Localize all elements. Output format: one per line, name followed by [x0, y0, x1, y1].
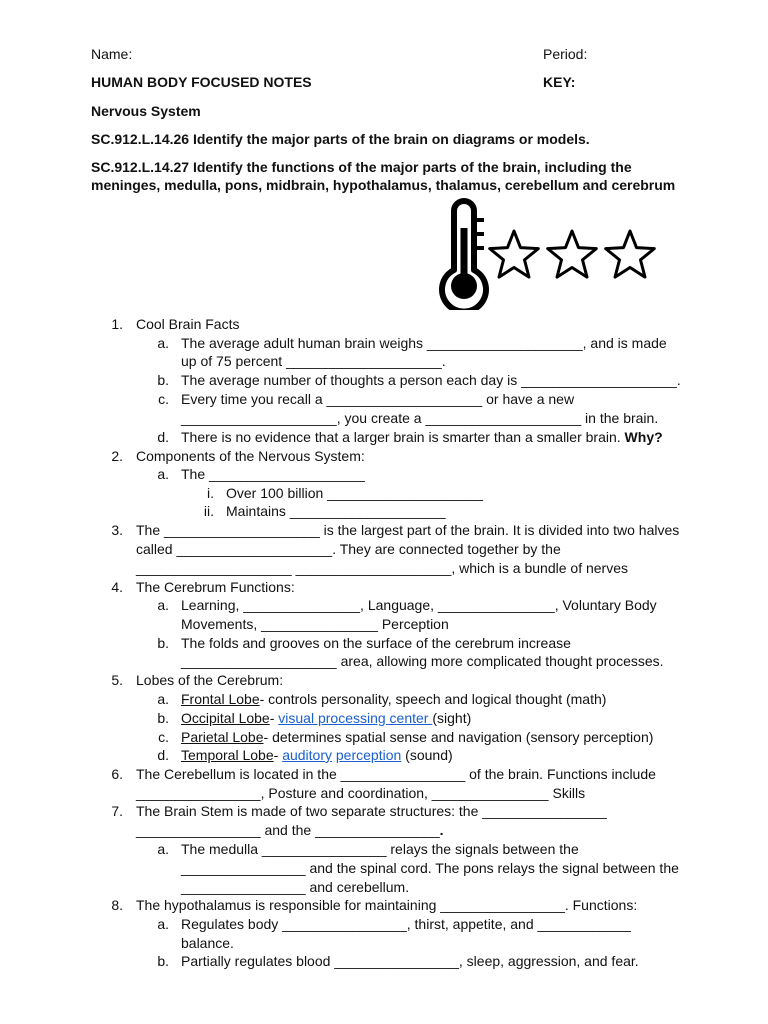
item-7a-line-1: The medulla ________________ relays the signals between the — [181, 841, 579, 857]
occipital-lobe-dash: - — [269, 710, 279, 726]
star-icon — [490, 231, 539, 277]
item-7a-letter: a. — [157, 841, 169, 857]
item-4b-line-1: The folds and grooves on the surface of the cerebrum increase — [181, 635, 571, 651]
item-1d-text — [181, 428, 663, 446]
occipital-lobe-description: (sight) — [432, 710, 472, 726]
parietal-lobe-term: Parietal Lobe — [181, 729, 264, 745]
item-2a-letter: a. — [157, 466, 169, 482]
item-5d-letter: d. — [157, 747, 169, 763]
frontal-lobe-term: Frontal Lobe — [181, 691, 260, 707]
item-5-title: Lobes of the Cerebrum: — [136, 672, 284, 688]
item-4-title: The Cerebrum Functions: — [136, 579, 295, 595]
star-icon — [548, 231, 597, 277]
item-5c-letter: c. — [158, 729, 169, 745]
item-2ai-text: Over 100 billion ____________________ — [226, 485, 483, 501]
item-7a-line-2: ________________ and the spinal cord. The pons relays the signal between the — [181, 860, 679, 876]
frontal-lobe-description: - controls personality, speech and logical thought (math) — [259, 691, 607, 707]
item-5a-text — [181, 690, 606, 708]
item-6-line-1: The Cerebellum is located in the ________________ of the brain. Functions include — [136, 766, 656, 782]
item-8a-line-2: balance. — [181, 935, 234, 951]
item-1d-why: Why? — [624, 429, 663, 445]
item-7a-line-3: ________________ and cerebellum. — [181, 879, 410, 895]
key-label: KEY: — [543, 74, 576, 90]
item-4a-line-2: Movements, _______________ Perception — [181, 616, 449, 632]
item-7-line-1: The Brain Stem is made of two separate structures: the ________________ — [136, 803, 607, 819]
item-4-number: 4. — [111, 579, 123, 595]
item-1d-letter: d. — [157, 429, 169, 445]
item-6-number: 6. — [111, 766, 123, 782]
item-6-line-2: ________________, Posture and coordination, _______________ Skills — [136, 785, 586, 801]
item-1c-line-1: Every time you recall a ____________________ or have a new — [181, 391, 575, 407]
section-subtitle: Nervous System — [91, 103, 201, 119]
item-7-period: . — [439, 822, 444, 838]
rating-graphic — [432, 198, 662, 310]
item-3-line-2: called ____________________. They are connected together by the — [136, 541, 561, 557]
item-4b-line-2: ____________________ area, allowing more complicated thought processes. — [181, 653, 664, 669]
temporal-lobe-term: Temporal Lobe — [181, 747, 274, 763]
item-8b-text: Partially regulates blood ________________, sleep, aggression, and fear. — [181, 953, 639, 969]
item-1a-letter: a. — [157, 335, 169, 351]
visual-processing-link[interactable]: visual processing center — [278, 710, 433, 726]
item-4a-line-1: Learning, _______________, Language, _______________, Voluntary Body — [181, 597, 657, 613]
item-4b-letter: b. — [157, 635, 169, 651]
item-5-number: 5. — [111, 672, 123, 688]
item-1-title: Cool Brain Facts — [136, 316, 240, 332]
item-8-line-1: The hypothalamus is responsible for maintaining ________________. Functions: — [136, 897, 638, 913]
item-5a-letter: a. — [157, 691, 169, 707]
item-8a-letter: a. — [157, 916, 169, 932]
item-3-line-1: The ____________________ is the largest part of the brain. It is divided into two halves — [136, 522, 680, 538]
item-7-line-2-text: ________________ and the ________________ — [136, 822, 440, 838]
item-5b-letter: b. — [157, 710, 169, 726]
item-1a-line-1: The average adult human brain weighs ____________________, and is made — [181, 335, 667, 351]
item-2a-text: The ____________________ — [181, 466, 365, 482]
item-5d-text — [181, 746, 453, 764]
item-8-number: 8. — [111, 897, 123, 913]
item-3-number: 3. — [111, 522, 123, 538]
perception-link[interactable]: perception — [335, 747, 402, 763]
item-8b-letter: b. — [157, 953, 169, 969]
period-label: Period: — [543, 46, 588, 62]
item-3-line-3: ____________________ ____________________, which is a bundle of nerves — [136, 560, 628, 576]
item-2ai-letter: i. — [207, 485, 214, 501]
item-8a-line-1: Regulates body ________________, thirst, appetite, and ____________ — [181, 916, 631, 932]
occipital-lobe-term: Occipital Lobe — [181, 710, 270, 726]
standard-1: SC.912.L.14.26 Identify the major parts of the brain on diagrams or models. — [91, 131, 590, 147]
item-1c-line-2: ____________________, you create a ____________________ in the brain. — [181, 410, 659, 426]
auditory-link[interactable]: auditory — [282, 747, 332, 763]
item-4a-letter: a. — [157, 597, 169, 613]
item-5b-text — [181, 709, 471, 727]
thermometer-icon — [442, 201, 486, 310]
item-2aii-text: Maintains ____________________ — [226, 503, 446, 519]
item-5c-text — [181, 728, 653, 746]
item-1-number: 1. — [111, 316, 123, 332]
star-icon — [606, 231, 655, 277]
item-1b-text: The average number of thoughts a person each day is ____________________. — [181, 372, 681, 388]
standard-2-line-2: meninges, medulla, pons, midbrain, hypothalamus, thalamus, cerebellum and cerebrum — [91, 177, 676, 193]
item-2aii-letter: ii. — [203, 503, 214, 519]
item-1b-letter: b. — [157, 372, 169, 388]
temporal-lobe-dash: - — [273, 747, 283, 763]
name-label: Name: — [91, 46, 133, 62]
item-2-number: 2. — [111, 448, 123, 464]
parietal-lobe-description: - determines spatial sense and navigation (sensory perception) — [263, 729, 654, 745]
standard-2-line-1: SC.912.L.14.27 Identify the functions of the major parts of the brain, including the — [91, 159, 632, 175]
item-1c-letter: c. — [158, 391, 169, 407]
page-title: HUMAN BODY FOCUSED NOTES — [91, 74, 312, 90]
item-1a-line-2: up of 75 percent ____________________. — [181, 353, 446, 369]
item-2-title: Components of the Nervous System: — [136, 448, 365, 464]
item-1d-statement: There is no evidence that a larger brain is smarter than a smaller brain. — [181, 429, 621, 445]
temporal-lobe-description: (sound) — [401, 747, 453, 763]
item-7-line-2 — [136, 821, 444, 839]
item-7-number: 7. — [111, 803, 123, 819]
